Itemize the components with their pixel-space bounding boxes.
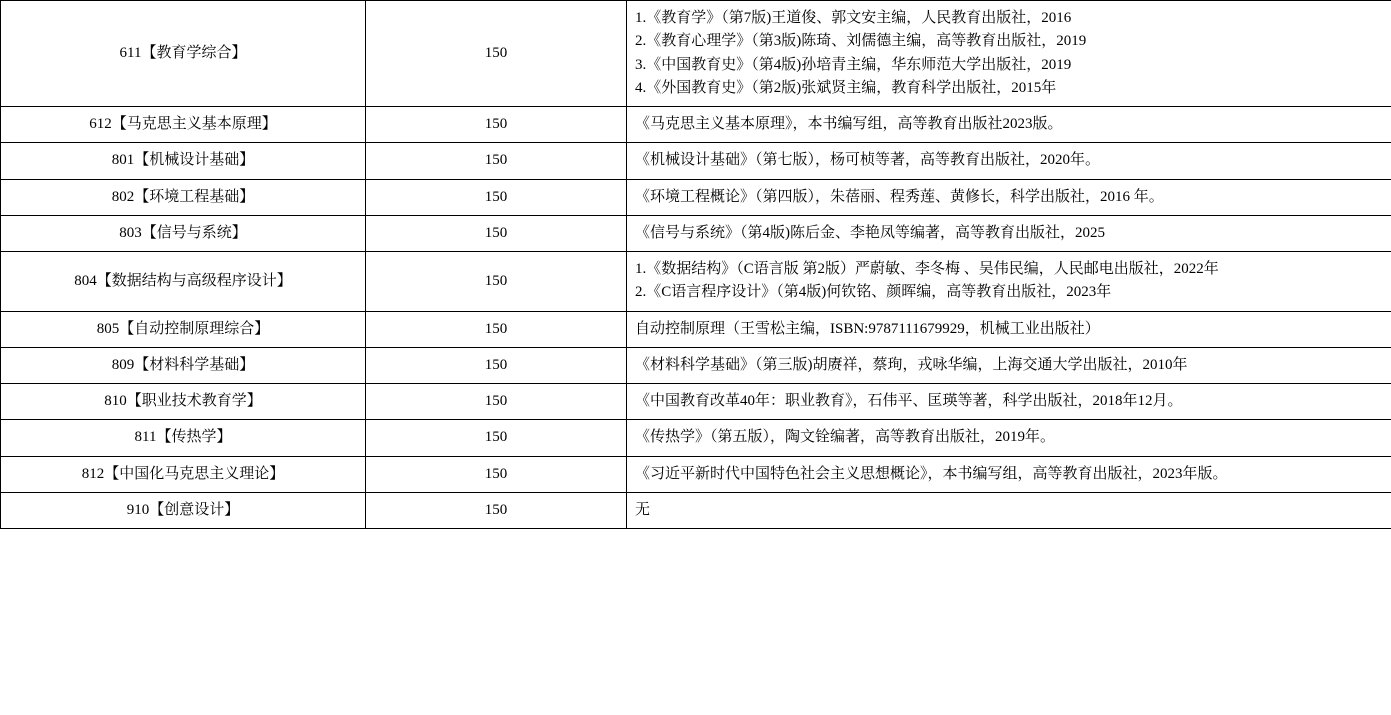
- reference-books-list: [635, 113, 1391, 136]
- reference-books-list: [635, 426, 1391, 449]
- reference-books-cell: [627, 1, 1391, 107]
- reference-books-cell: [627, 215, 1391, 251]
- reference-book-line: 《习近平新时代中国特色社会主义思想概论》，本书编写组，高等教育出版社，2023年版。: [635, 465, 1228, 482]
- reference-books-cell: [627, 179, 1391, 215]
- score-cell: 150: [366, 143, 627, 179]
- reference-books-list: [635, 354, 1391, 377]
- reference-books-list: [635, 222, 1391, 245]
- subject-cell: 612【马克思主义基本原理】: [1, 107, 366, 143]
- subject-cell: 810【职业技术教育学】: [1, 384, 366, 420]
- subject-cell: 803【信号与系统】: [1, 215, 366, 251]
- reference-books-cell: [627, 420, 1391, 456]
- score-cell: 150: [366, 252, 627, 312]
- reference-book-line: 无: [635, 501, 651, 518]
- subject-cell: 805【自动控制原理综合】: [1, 311, 366, 347]
- score-cell: 150: [366, 420, 627, 456]
- reference-books-list: [635, 318, 1391, 341]
- reference-books-list: [635, 463, 1391, 486]
- reference-book-line: 《机械设计基础》（第七版），杨可桢等著，高等教育出版社，2020年。: [635, 152, 1101, 169]
- score-cell: 150: [366, 1, 627, 107]
- table-row: [1, 492, 1391, 528]
- reference-book-line: 2.《教育心理学》（第3版)陈琦、刘儒德主编，高等教育出版社，2019: [635, 33, 1087, 50]
- table-row: [1, 384, 1391, 420]
- subject-cell: 809【材料科学基础】: [1, 347, 366, 383]
- table-row: [1, 215, 1391, 251]
- table-row: [1, 252, 1391, 312]
- reference-book-line: 3.《中国教育史》（第4版)孙培青主编，华东师范大学出版社，2019: [635, 56, 1072, 73]
- subject-cell: 812【中国化马克思主义理论】: [1, 456, 366, 492]
- reference-book-line: 2.《C语言程序设计》（第4版)何钦铭、颜晖编，高等教育出版社，2023年: [635, 284, 1112, 301]
- reference-books-cell: [627, 456, 1391, 492]
- table-row: [1, 179, 1391, 215]
- reference-book-line: 《材料科学基础》（第三版)胡赓祥，蔡珣，戎咏华编，上海交通大学出版社，2010年: [635, 356, 1188, 373]
- reference-book-line: 1.《数据结构》（C语言版 第2版）严蔚敏、李冬梅 、吴伟民编，人民邮电出版社，2022年: [635, 261, 1219, 277]
- reference-book-line: 《传热学》（第五版），陶文铨编著，高等教育出版社，2019年。: [635, 429, 1056, 446]
- table-row: [1, 107, 1391, 143]
- reference-books-cell: [627, 252, 1391, 312]
- table-row: [1, 311, 1391, 347]
- score-cell: 150: [366, 492, 627, 528]
- score-cell: 150: [366, 107, 627, 143]
- subject-cell: 804【数据结构与高级程序设计】: [1, 252, 366, 312]
- table-row: [1, 456, 1391, 492]
- reference-book-line: 1.《教育学》（第7版)王道俊、郭文安主编，人民教育出版社，2016: [635, 10, 1072, 26]
- reference-books-list: [635, 7, 1391, 100]
- reference-books-list: [635, 186, 1391, 209]
- reference-books-list: [635, 390, 1391, 413]
- reference-books-cell: [627, 107, 1391, 143]
- subject-cell: 611【教育学综合】: [1, 1, 366, 107]
- subject-cell: 910【创意设计】: [1, 492, 366, 528]
- reference-book-line: 《马克思主义基本原理》，本书编写组，高等教育出版社2023版。: [635, 116, 1063, 132]
- reference-book-line: 自动控制原理（王雪松主编，ISBN:9787111679929，机械工业出版社）: [635, 320, 1100, 337]
- subject-cell: 811【传热学】: [1, 420, 366, 456]
- reference-books-cell: [627, 492, 1391, 528]
- table-row: [1, 143, 1391, 179]
- reference-books-cell: [627, 347, 1391, 383]
- reference-books-list: [635, 258, 1391, 305]
- score-cell: 150: [366, 311, 627, 347]
- reference-books-list: [635, 499, 1391, 522]
- score-cell: 150: [366, 347, 627, 383]
- reference-books-cell: [627, 384, 1391, 420]
- subject-cell: 801【机械设计基础】: [1, 143, 366, 179]
- reference-book-line: 《环境工程概论》（第四版），朱蓓丽、程秀莲、黄修长，科学出版社，2016 年。: [635, 188, 1164, 205]
- score-cell: 150: [366, 215, 627, 251]
- score-cell: 150: [366, 456, 627, 492]
- subject-cell: 802【环境工程基础】: [1, 179, 366, 215]
- reference-book-line: 《信号与系统》（第4版)陈后金、李艳凤等编著，高等教育出版社，2025: [635, 224, 1105, 241]
- table-body: [1, 1, 1391, 529]
- table-row: [1, 420, 1391, 456]
- score-cell: 150: [366, 179, 627, 215]
- reference-book-line: 4.《外国教育史》（第2版)张斌贤主编，教育科学出版社，2015年: [635, 79, 1057, 96]
- reference-books-cell: [627, 143, 1391, 179]
- table-row: [1, 1, 1391, 107]
- reference-books-cell: [627, 311, 1391, 347]
- table-row: [1, 347, 1391, 383]
- reference-book-line: 《中国教育改革40年：职业教育》，石伟平、匡瑛等著，科学出版社，2018年12月。: [635, 393, 1183, 409]
- score-cell: 150: [366, 384, 627, 420]
- reference-books-list: [635, 149, 1391, 172]
